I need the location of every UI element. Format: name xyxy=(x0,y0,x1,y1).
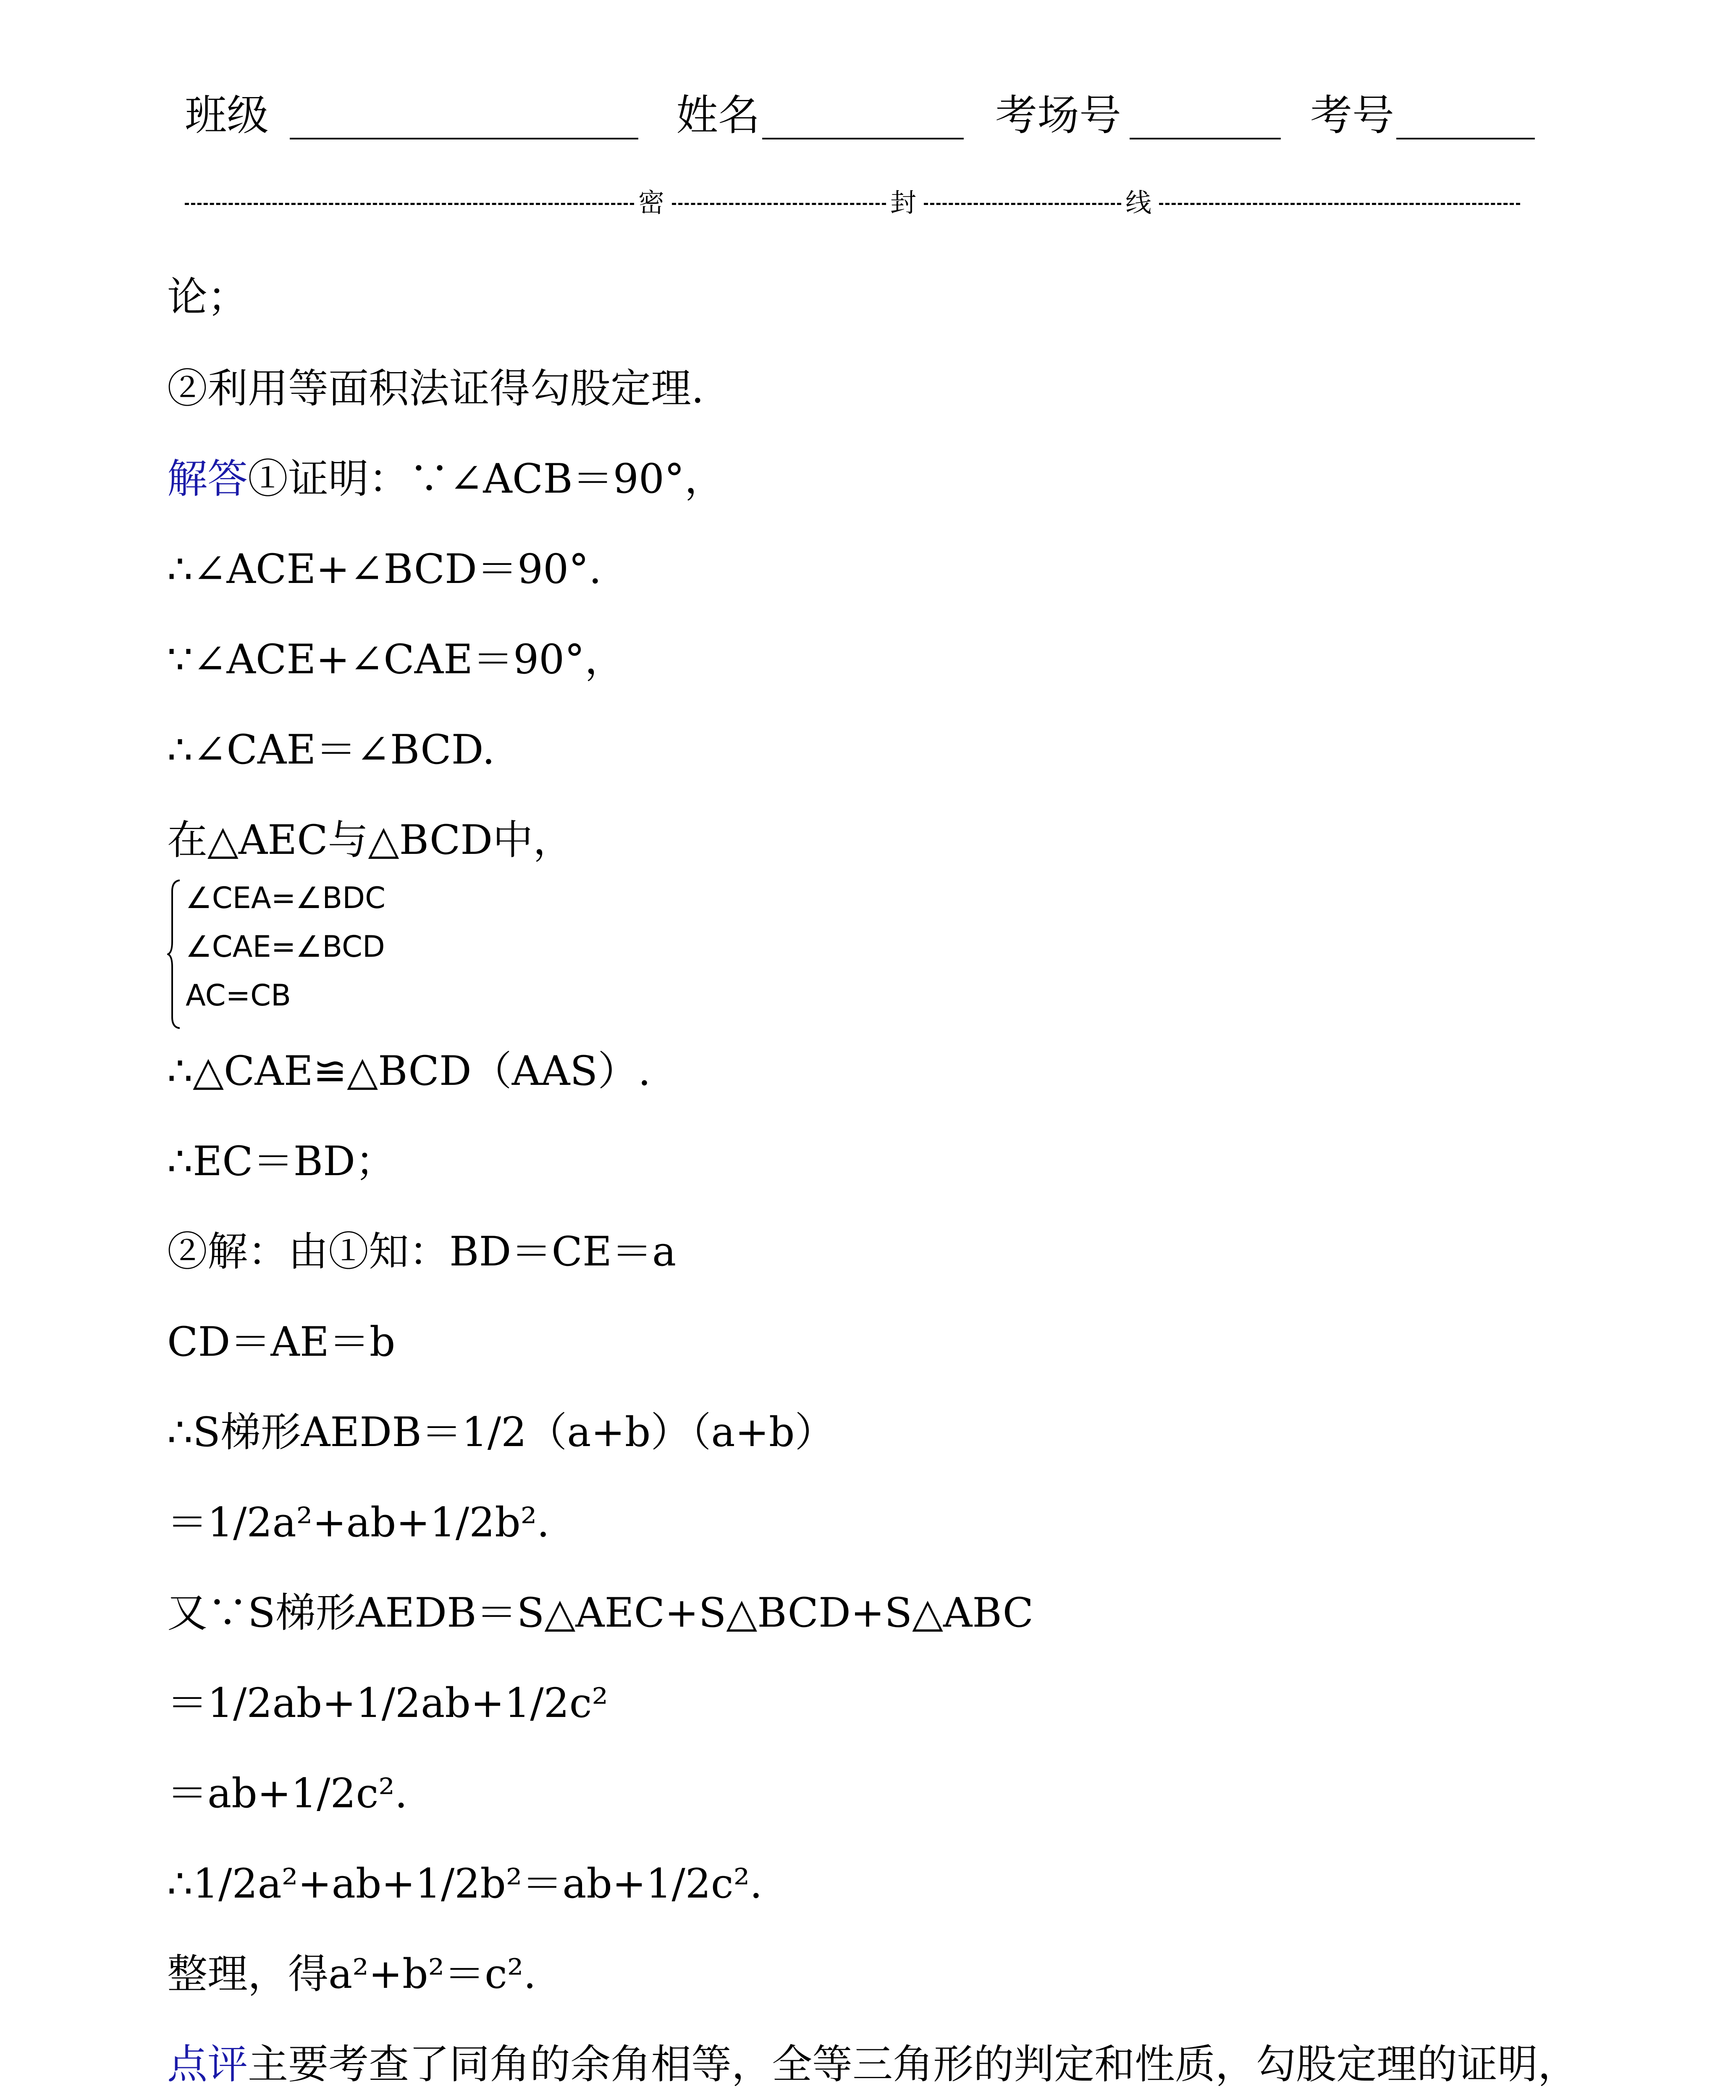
system-row: ∠CEA=∠BDC xyxy=(186,881,385,915)
name-label: 姓名 xyxy=(676,91,760,140)
text-line: 在△AEC与△BCD中， xyxy=(167,816,574,864)
seal-line xyxy=(185,184,1520,222)
formula-line: ∴S梯形AEDB＝1/2（a+b）（a+b） xyxy=(167,1409,835,1456)
class-label: 班级 xyxy=(185,91,269,140)
seal-dash xyxy=(924,203,1121,205)
formula-line: 整理，得a²+b²＝c². xyxy=(167,1950,536,1998)
equation-system xyxy=(167,874,461,1034)
room-label: 考场号 xyxy=(995,91,1121,140)
answer-tag: 解答 xyxy=(167,455,248,502)
comment-text: 主要考查了同角的余角相等，全等三角形的判定和性质，勾股定理的证明， xyxy=(248,2041,1578,2088)
seal-mi: 密 xyxy=(638,187,665,218)
room-blank xyxy=(1130,138,1281,139)
seal-xian: 线 xyxy=(1125,187,1152,218)
comment-tag: 点评 xyxy=(167,2041,248,2088)
text-line: CD＝AE＝b xyxy=(167,1318,396,1365)
text-line: ∴△CAE≌△BCD（AAS）. xyxy=(167,1047,651,1095)
seal-feng: 封 xyxy=(890,187,917,218)
seal-dash xyxy=(185,203,634,205)
text-line: 论； xyxy=(167,273,248,320)
answer-line xyxy=(167,452,725,506)
formula-line: ＝1/2a²+ab+1/2b². xyxy=(167,1499,550,1546)
number-blank xyxy=(1396,138,1535,139)
formula-line: ＝1/2ab+1/2ab+1/2c² xyxy=(167,1680,608,1727)
comment-line xyxy=(167,2037,1578,2092)
text-line: ②解：由①知：BD＝CE＝a xyxy=(167,1228,677,1275)
system-row: ∠CAE=∠BCD xyxy=(186,929,385,964)
text-line: ②利用等面积法证得勾股定理. xyxy=(167,365,704,412)
text-line: ∴∠ACE+∠BCD＝90°. xyxy=(167,546,602,593)
text-line: ∵∠ACE+∠CAE＝90°， xyxy=(167,636,625,683)
number-label: 考号 xyxy=(1310,91,1394,140)
class-blank xyxy=(290,138,638,139)
name-blank xyxy=(762,138,964,139)
text-line: ∴EC＝BD； xyxy=(167,1138,396,1185)
formula-line: ＝ab+1/2c². xyxy=(167,1770,408,1817)
seal-dash xyxy=(1159,203,1520,205)
seal-dash xyxy=(672,203,886,205)
system-row: AC=CB xyxy=(186,978,291,1013)
text-line: ∴∠CAE＝∠BCD. xyxy=(167,726,495,773)
formula-line: ∴1/2a²+ab+1/2b²＝ab+1/2c². xyxy=(167,1860,763,1907)
formula-line: 又∵S梯形AEDB＝S△AEC+S△BCD+S△ABC xyxy=(167,1589,1034,1636)
brace-icon xyxy=(167,879,181,1030)
exam-header xyxy=(0,84,1736,147)
answer-text: ①证明：∵∠ACB＝90°， xyxy=(248,455,725,502)
